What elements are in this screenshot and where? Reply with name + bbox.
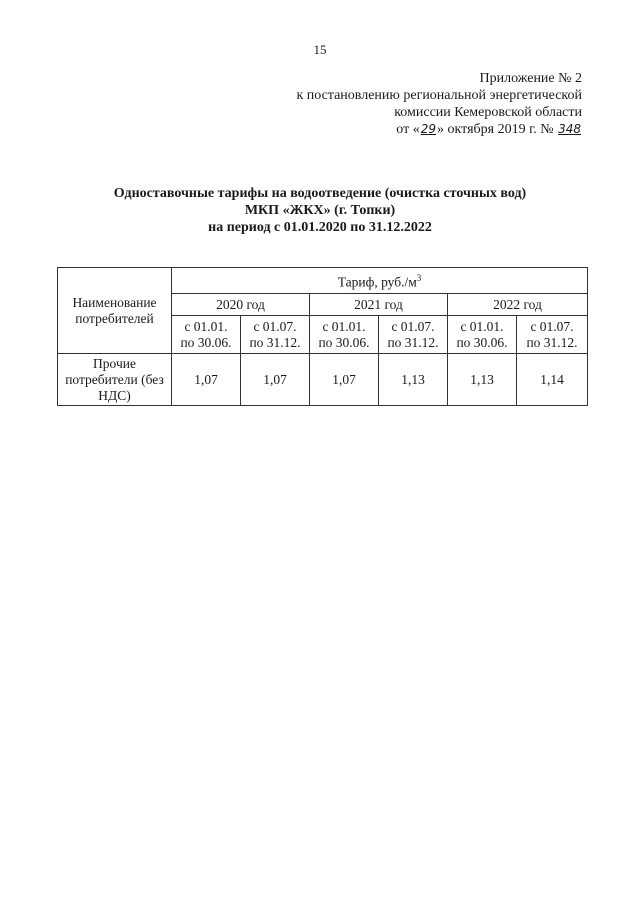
tariff-table bbox=[57, 267, 588, 406]
table-header-row-tariff bbox=[58, 268, 588, 294]
period-from: с 01.01. bbox=[184, 318, 228, 334]
consumer-name-cell: Прочие потребители (без НДС) bbox=[58, 354, 172, 406]
period-from: с 01.01. bbox=[460, 318, 504, 334]
year-2022-header: 2022 год bbox=[448, 294, 588, 316]
title-line-1: Одноставочные тарифы на водоотведение (очистка сточных вод) bbox=[113, 186, 527, 201]
tariff-value-cell: 1,14 bbox=[517, 354, 588, 406]
date-middle: » октября 2019 г. № bbox=[437, 122, 554, 137]
period-from: с 01.07. bbox=[253, 318, 297, 334]
appendix-date-line bbox=[262, 121, 582, 138]
tariff-value-cell: 1,07 bbox=[310, 354, 379, 406]
period-header bbox=[172, 316, 241, 354]
period-to: по 31.12. bbox=[526, 334, 578, 350]
tariff-value-cell: 1,13 bbox=[448, 354, 517, 406]
appendix-resolution-line: к постановлению региональной энергетической bbox=[296, 88, 582, 103]
period-from: с 01.01. bbox=[322, 318, 366, 334]
appendix-title: Приложение № 2 bbox=[479, 71, 582, 86]
tariff-value-cell: 1,07 bbox=[172, 354, 241, 406]
year-2021-header: 2021 год bbox=[310, 294, 448, 316]
tariff-header-text: Тариф, руб./м bbox=[337, 274, 417, 290]
period-from: с 01.07. bbox=[530, 318, 574, 334]
period-from: с 01.07. bbox=[391, 318, 435, 334]
period-to: по 30.06. bbox=[318, 334, 370, 350]
document-title bbox=[0, 185, 640, 236]
title-line-3: на период с 01.01.2020 по 31.12.2022 bbox=[208, 220, 432, 235]
tariff-value-cell: 1,07 bbox=[241, 354, 310, 406]
date-day-handwritten: 29 bbox=[420, 122, 437, 136]
period-header bbox=[241, 316, 310, 354]
title-line-2: МКП «ЖКХ» (г. Топки) bbox=[244, 203, 396, 218]
year-2020-header: 2020 год bbox=[172, 294, 310, 316]
period-header bbox=[517, 316, 588, 354]
period-to: по 31.12. bbox=[249, 334, 301, 350]
period-to: по 30.06. bbox=[456, 334, 508, 350]
consumer-name-header: Наименование потребителей bbox=[58, 268, 172, 354]
tariff-header bbox=[172, 268, 588, 294]
appendix-commission-line: комиссии Кемеровской области bbox=[394, 105, 582, 120]
table-row bbox=[58, 354, 588, 406]
period-to: по 31.12. bbox=[387, 334, 439, 350]
page-number: 15 bbox=[313, 42, 327, 57]
period-header bbox=[379, 316, 448, 354]
tariff-unit-power: 3 bbox=[416, 273, 422, 284]
appendix-header bbox=[262, 70, 582, 138]
doc-number-handwritten: 348 bbox=[558, 122, 581, 136]
period-header bbox=[310, 316, 379, 354]
tariff-value-cell: 1,13 bbox=[379, 354, 448, 406]
period-header bbox=[448, 316, 517, 354]
date-prefix: от « bbox=[396, 122, 420, 137]
period-to: по 30.06. bbox=[180, 334, 232, 350]
